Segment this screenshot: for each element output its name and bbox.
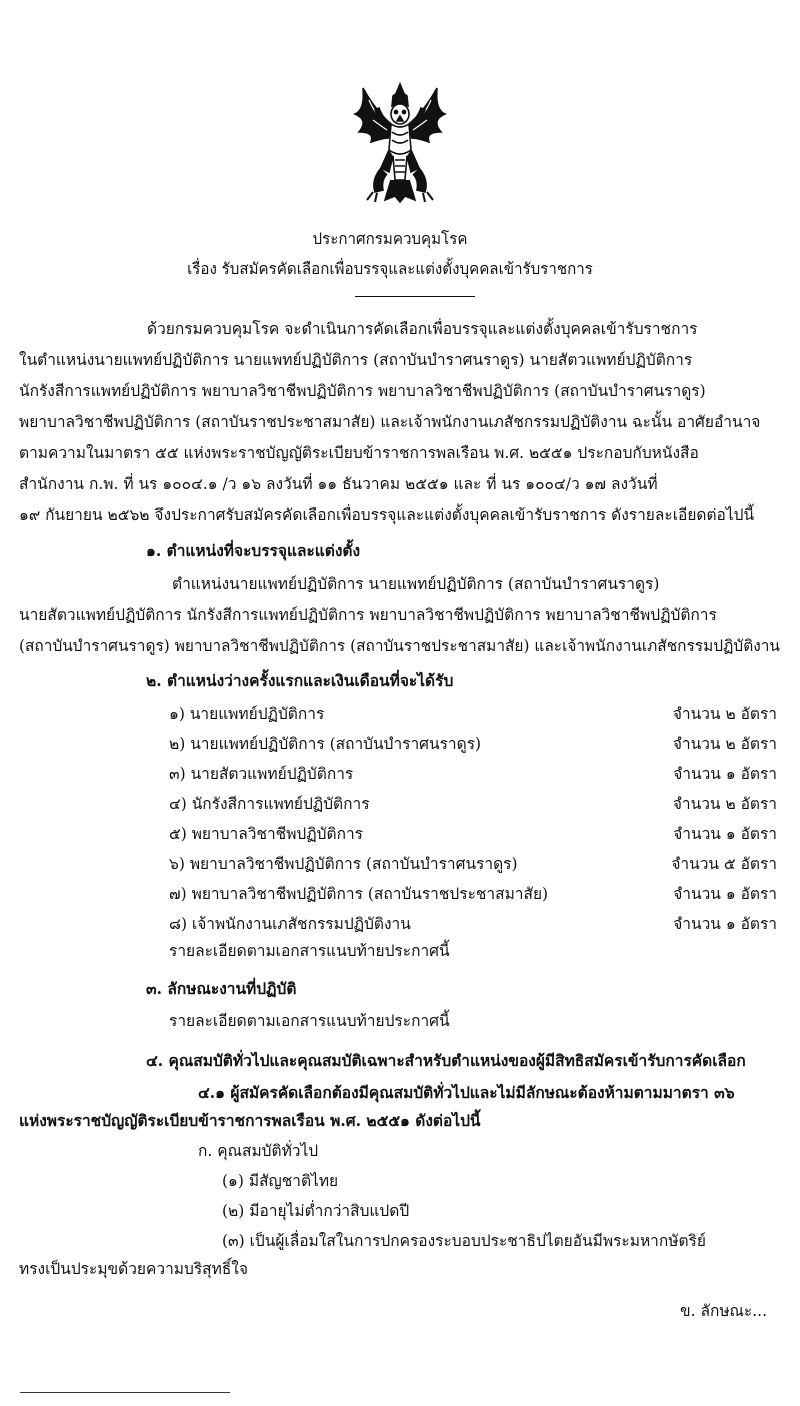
vacancy-count: จำนวน ๑ อัตรา [673, 765, 777, 783]
vacancy-label: ๒) นายแพทย์ปฏิบัติการ (สถาบันบำราศนราดูร) [169, 735, 482, 753]
section-3-heading: ๓. ลักษณะงานที่ปฏิบัติ [146, 979, 297, 998]
vacancy-label: ๗) พยาบาลวิชาชีพปฏิบัติการ (สถาบันราชประชาสมาสัย) [169, 885, 549, 903]
vacancy-label: ๘) เจ้าพนักงานเภสัชกรรมปฏิบัติงาน [169, 915, 411, 933]
vacancy-label: ๓) นายสัตวแพทย์ปฏิบัติการ [169, 765, 354, 783]
section-1-line-3: (สถาบันบำราศนราดูร) พยาบาลวิชาชีพปฏิบัติการ (สถาบันราชประชาสมาสัย) และเจ้าพนักงานเภสัชกรรมปฏิบัติงาน [19, 637, 780, 655]
section-4-1-line-2: แห่งพระราชบัญญัติระเบียบข้าราชการพลเรือน พ.ศ. ๒๕๕๑ ดังต่อไปนี้ [19, 1111, 481, 1130]
section-1-line-1: ตำแหน่งนายแพทย์ปฏิบัติการ นายแพทย์ปฏิบัติการ (สถาบันบำราศนราดูร) [172, 575, 660, 593]
vacancy-item [169, 913, 777, 935]
qualification-2: (๒) มีอายุไม่ต่ำกว่าสิบแปดปี [222, 1202, 410, 1220]
vacancy-count: จำนวน ๒ อัตรา [672, 705, 777, 723]
vacancy-count: จำนวน ๑ อัตรา [673, 885, 777, 903]
section-3-note: รายละเอียดตามเอกสารแนบท้ายประกาศนี้ [169, 1012, 450, 1030]
announcement-subject: เรื่อง รับสมัครคัดเลือกเพื่อบรรจุและแต่งตั้งบุคคลเข้ารับราชการ [187, 260, 593, 278]
vacancy-label: ๕) พยาบาลวิชาชีพปฏิบัติการ [169, 825, 363, 843]
vacancy-label: ๑) นายแพทย์ปฏิบัติการ [169, 705, 325, 723]
section-4-1-line-1: ๔.๑ ผู้สมัครคัดเลือกต้องมีคุณสมบัติทั่วไปและไม่มีลักษณะต้องห้ามตามมาตรา ๓๖ [198, 1083, 735, 1102]
qualification-3-line-1: (๓) เป็นผู้เลื่อมใสในการปกครองระบอบประชาธิปไตยอันมีพระมหากษัตริย์ [222, 1232, 706, 1250]
title-divider [355, 296, 475, 297]
general-qualifications-heading: ก. คุณสมบัติทั่วไป [198, 1142, 319, 1160]
vacancy-item [169, 733, 777, 755]
section-2-note: รายละเอียดตามเอกสารแนบท้ายประกาศนี้ [169, 942, 450, 960]
vacancy-count: จำนวน ๑ อัตรา [673, 825, 777, 843]
vacancy-count: จำนวน ๒ อัตรา [672, 795, 777, 813]
section-2-heading: ๒. ตำแหน่งว่างครั้งแรกและเงินเดือนที่จะได้รับ [146, 671, 454, 690]
intro-line-3: นักรังสีการแพทย์ปฏิบัติการ พยาบาลวิชาชีพปฏิบัติการ พยาบาลวิชาชีพปฏิบัติการ (สถาบันบำราศนราดูร) [19, 382, 706, 400]
intro-line-7: ๑๙ กันยายน ๒๕๖๒ จึงประกาศรับสมัครคัดเลือกเพื่อบรรจุและแต่งตั้งบุคคลเข้ารับราชการ ดังรายละเอียดต่อไปนี้ [19, 506, 755, 524]
vacancy-item [169, 763, 777, 785]
vacancy-item [169, 883, 777, 905]
intro-text: ด้วยกรมควบคุมโรค จะดำเนินการคัดเลือกเพื่อบรรจุและแต่งตั้งบุคคลเข้ารับราชการ [147, 320, 698, 338]
vacancy-count: จำนวน ๒ อัตรา [672, 735, 777, 753]
intro-line-6: สำนักงาน ก.พ. ที่ นร ๑๐๐๔.๑ /ว ๑๖ ลงวันที่ ๑๑ ธันวาคม ๒๕๕๑ และ ที่ นร ๑๐๐๔/ว ๑๗ ลงวันที่ [19, 475, 658, 493]
vacancy-item [169, 853, 777, 875]
footer-divider [20, 1392, 230, 1393]
section-4-heading: ๔. คุณสมบัติทั่วไปและคุณสมบัติเฉพาะสำหรับตำแหน่งของผู้มีสิทธิสมัครเข้ารับการคัดเลือก [146, 1051, 746, 1070]
vacancy-item [169, 793, 777, 815]
intro-line-5: ตามความในมาตรา ๕๕ แห่งพระราชบัญญัติระเบียบข้าราชการพลเรือน พ.ศ. ๒๕๕๑ ประกอบกับหนังสือ [19, 444, 699, 462]
announcement-title: ประกาศกรมควบคุมโรค [312, 230, 468, 248]
intro-line-4: พยาบาลวิชาชีพปฏิบัติการ (สถาบันราชประชาสมาสัย) และเจ้าพนักงานเภสัชกรรมปฏิบัติงาน ฉะนั้น อาศัยอำนาจ [19, 413, 761, 431]
garuda-emblem-icon [345, 80, 455, 205]
vacancy-count: จำนวน ๕ อัตรา [671, 855, 777, 873]
section-1-line-2: นายสัตวแพทย์ปฏิบัติการ นักรังสีการแพทย์ปฏิบัติการ พยาบาลวิชาชีพปฏิบัติการ พยาบาลวิชาชีพปฏิบัติการ [19, 606, 717, 624]
qualification-1: (๑) มีสัญชาติไทย [222, 1172, 339, 1190]
vacancy-item [169, 823, 777, 845]
continuation-marker: ข. ลักษณะ... [680, 1302, 768, 1320]
vacancy-item [169, 703, 777, 725]
vacancy-label: ๖) พยาบาลวิชาชีพปฏิบัติการ (สถาบันบำราศนราดูร) [169, 855, 518, 873]
section-1-heading: ๑. ตำแหน่งที่จะบรรจุและแต่งตั้ง [146, 541, 361, 560]
vacancy-label: ๔) นักรังสีการแพทย์ปฏิบัติการ [169, 795, 370, 813]
qualification-3-line-2: ทรงเป็นประมุขด้วยความบริสุทธิ์ใจ [19, 1260, 248, 1278]
intro-line-1 [147, 318, 777, 340]
intro-line-2: ในตำแหน่งนายแพทย์ปฏิบัติการ นายแพทย์ปฏิบัติการ (สถาบันบำราศนราดูร) นายสัตวแพทย์ปฏิบัติการ [19, 351, 693, 369]
vacancy-count: จำนวน ๑ อัตรา [673, 915, 777, 933]
